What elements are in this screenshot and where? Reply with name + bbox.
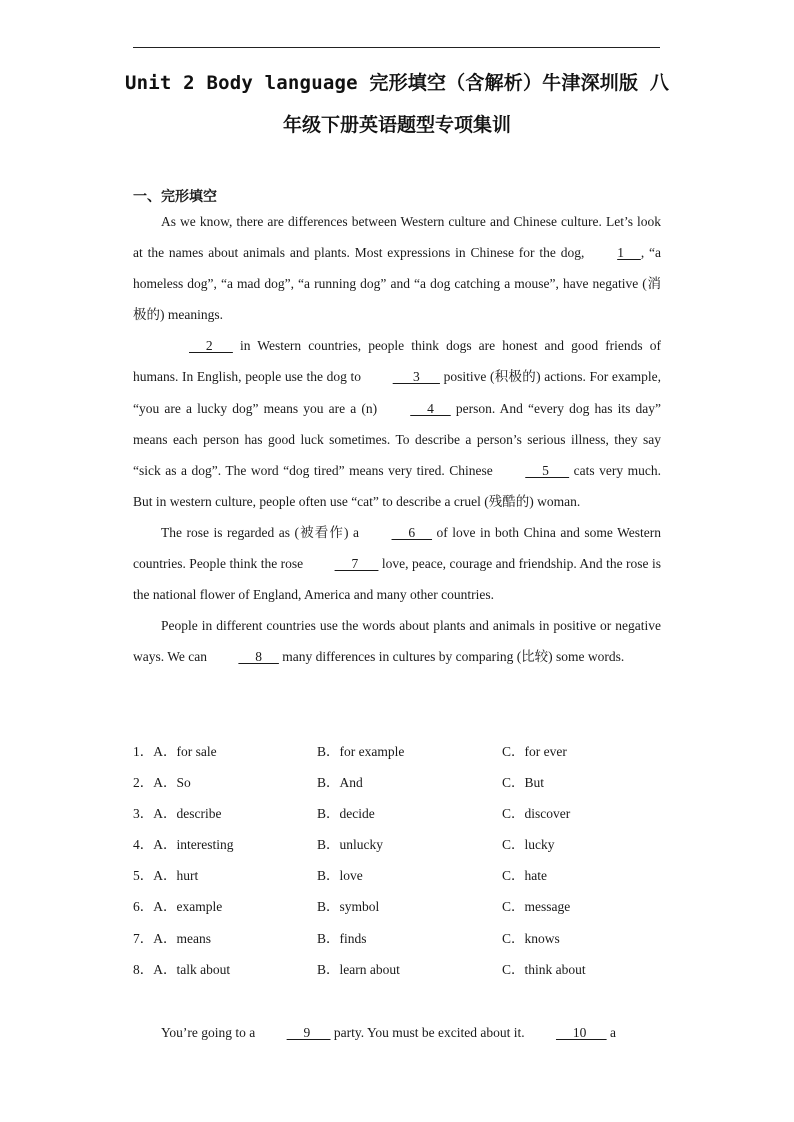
paragraph-text: positive (积极的) actions. For example, “you are a lucky dog” means you are a (n) [133, 369, 662, 416]
option-b: B．And [317, 775, 363, 791]
option-b: B．love [317, 868, 363, 884]
blank-8: 8 [238, 649, 279, 665]
option-b: B．decide [317, 806, 375, 822]
section-heading: 一、完形填空 [133, 189, 217, 205]
paragraph-text: You’re going to a [161, 1025, 259, 1040]
option-row-2 [133, 767, 673, 798]
option-row-4 [133, 829, 673, 860]
header-rule [133, 47, 660, 48]
option-row-5 [133, 860, 673, 891]
option-row-1 [133, 736, 673, 767]
blank-3: 3 [392, 369, 440, 385]
paragraph-text: a [606, 1025, 616, 1040]
option-a: 8．A．talk about [133, 961, 231, 977]
paragraph-3 [133, 517, 661, 610]
blank-4: 4 [410, 400, 451, 416]
paragraph-text: in Western countries, people think dogs are honest and good friends of humans. In English, people use the dog to [133, 338, 661, 385]
paragraph-text: As we know, there are differences between Western culture and Chinese culture. Let’s look at the names about animals and plants. Most expressions in Chinese for the dog, [133, 214, 661, 261]
option-row-3 [133, 798, 673, 829]
paragraph-text: many differences in cultures by comparing (比较) some words. [278, 649, 625, 665]
paragraph-text: , “a homeless dog”, “a mad dog”, “a running dog” and “a dog catching a mouse”, have negative (消极的) meanings. [133, 245, 662, 323]
blank-2: 2 [189, 338, 233, 354]
option-c: C．knows [502, 930, 560, 946]
blank-10: 10 [555, 1025, 607, 1040]
option-c: C．hate [502, 868, 547, 884]
option-a: 7．A．means [133, 930, 211, 946]
option-row-6 [133, 891, 673, 922]
option-b: B．for example [317, 744, 405, 759]
title-line-1: Unit 2 Body language 完形填空（含解析）牛津深圳版 八 [124, 72, 670, 94]
option-c: C．message [502, 899, 571, 915]
option-a: 2．A．So [133, 775, 191, 791]
option-a: 4．A．interesting [133, 837, 234, 853]
paragraph-text: cats very much. But in western culture, people often use “cat” to describe a cruel (残酷的) woman. [133, 462, 661, 509]
option-c: C．lucky [502, 837, 555, 853]
option-b: B．finds [317, 930, 367, 946]
option-c: C．for ever [502, 744, 567, 759]
option-a: 1．A．for sale [133, 744, 217, 759]
option-b: B．symbol [317, 899, 380, 915]
paragraph-2 [133, 330, 661, 517]
option-a: 6．A．example [133, 899, 223, 915]
option-b: B．unlucky [317, 837, 383, 853]
paragraph-text: People in different countries use the words about plants and animals in positive or negative ways. We can [133, 618, 661, 665]
paragraph-text: love, peace, courage and friendship. And the rose is the national flower of England, America and many other countries. [133, 556, 662, 603]
option-c: C．think about [502, 961, 586, 977]
paragraph-text: The rose is regarded as (被看作) a [161, 524, 364, 540]
option-c: C．But [502, 775, 545, 791]
cloze-passage-1 [133, 206, 661, 672]
cloze-passage-2 [133, 1017, 661, 1048]
option-b: B．learn about [317, 961, 400, 977]
option-row-8 [133, 954, 673, 985]
document-title [120, 64, 674, 144]
option-row-7 [133, 923, 673, 954]
blank-1: 1 [617, 245, 641, 261]
paragraph-text: of love in both China and some Western countries. People think the rose [133, 524, 661, 572]
paragraph-text: party. You must be excited about it. [330, 1025, 528, 1040]
paragraph-5 [133, 1017, 661, 1048]
paragraph-1 [133, 206, 661, 330]
option-c: C．discover [502, 806, 571, 822]
blank-6: 6 [391, 524, 433, 540]
blank-9: 9 [286, 1025, 331, 1040]
option-a: 5．A．hurt [133, 868, 199, 884]
paragraph-4 [133, 610, 661, 672]
blank-7: 7 [334, 556, 379, 572]
answer-options [133, 736, 673, 985]
title-line-2: 年级下册英语题型专项集训 [282, 114, 511, 136]
paragraph-text: person. And “every dog has its day” means each person has good luck sometimes. To describe a person’s serious illness, they say “sick as a dog”. The word “dog tired” means very tired. Chinese [133, 400, 661, 478]
option-a: 3．A．describe [133, 806, 222, 822]
blank-5: 5 [525, 462, 570, 478]
